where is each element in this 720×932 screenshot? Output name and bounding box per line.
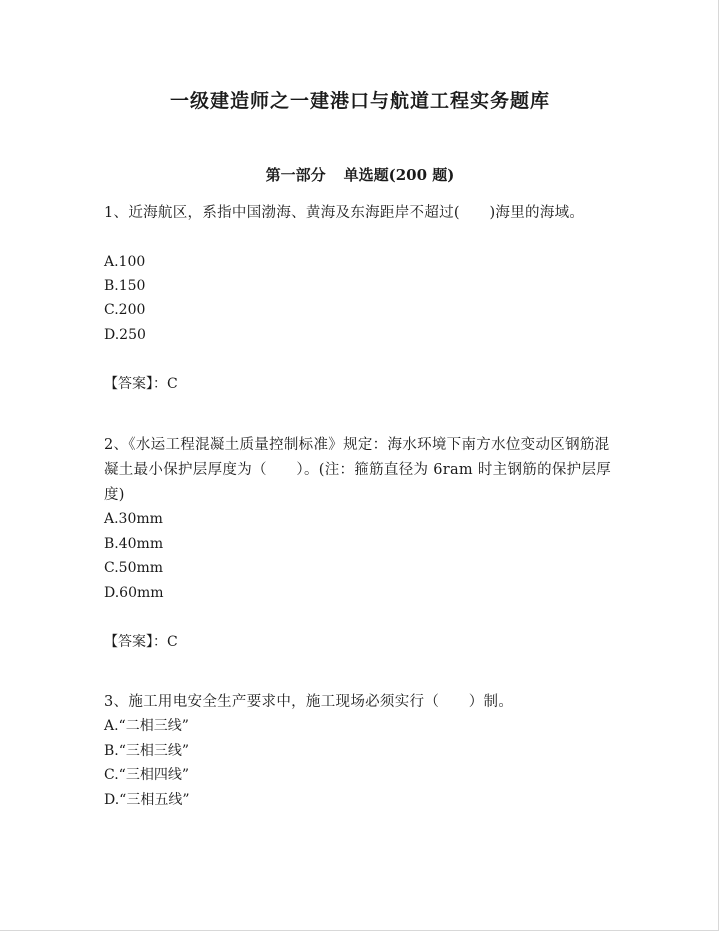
question-2-option-c: C.50mm xyxy=(104,560,164,576)
question-1-answer: 【答案】：C xyxy=(104,376,178,392)
question-3-option-a: A.“二相三线” xyxy=(104,718,189,734)
question-2-option-d: D.60mm xyxy=(104,585,164,601)
question-3-option-c: C.“三相四线” xyxy=(104,767,189,783)
question-2-option-b: B.40mm xyxy=(104,536,164,552)
question-2-option-a: A.30mm xyxy=(104,511,163,527)
document-title: 一级建造师之一建港口与航道工程实务题库 xyxy=(169,90,550,112)
section-type: 单选题(200 题) xyxy=(343,166,455,184)
question-1-stem: 1、近海航区，系指中国渤海、黄海及东海距岸不超过( )海里的海域。 xyxy=(104,205,585,221)
section-heading xyxy=(0,164,720,185)
section-part: 第一部分 xyxy=(265,166,326,184)
question-3-option-d: D.“三相五线” xyxy=(104,792,190,808)
question-2-answer: 【答案】：C xyxy=(104,634,178,650)
question-1-option-c: C.200 xyxy=(104,302,146,318)
question-1-option-d: D.250 xyxy=(104,327,146,343)
question-1-option-b: B.150 xyxy=(104,278,146,294)
question-1-option-a: A.100 xyxy=(104,254,146,270)
question-3-option-b: B.“三相三线” xyxy=(104,743,190,759)
question-3-stem: 3、施工用电安全生产要求中，施工现场必须实行（ ）制。 xyxy=(104,694,514,710)
question-2-stem: 2、《水运工程混凝土质量控制标准》规定：海水环境下南方水位变动区钢筋混凝土最小保护层厚度为（ ）。(注：箍筋直径为 6ram 时主钢筋的保护层厚度) xyxy=(104,437,612,503)
